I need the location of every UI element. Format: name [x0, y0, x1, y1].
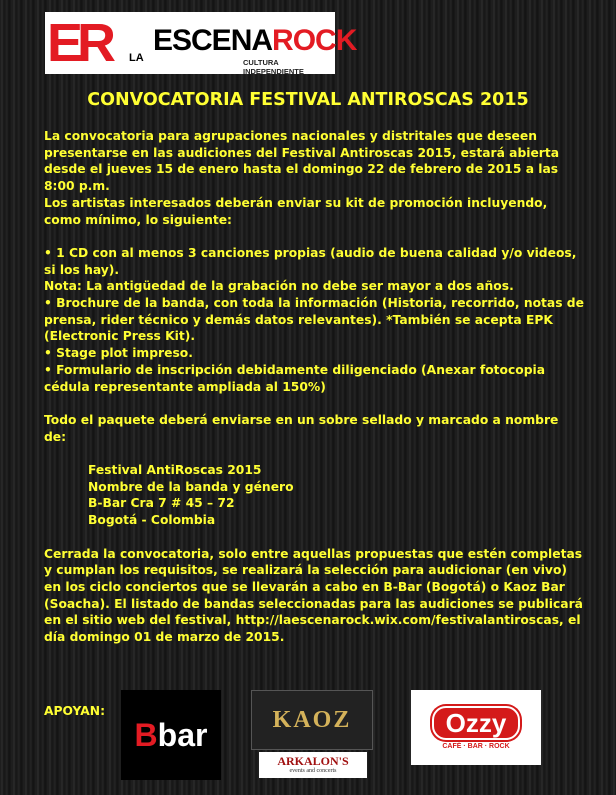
logo-name [153, 24, 356, 58]
bbar-logo [121, 690, 221, 780]
shipping-instructions: Todo el paquete deberá enviarse en un sobre sellado y marcado a nombre de: [44, 412, 559, 444]
sponsors-label: APOYAN: [44, 704, 105, 718]
bbar-logo-b: B [134, 716, 158, 753]
requirement-stage-plot: • Stage plot impreso. [44, 346, 193, 361]
arkalons-sub: events and concerts [289, 768, 337, 774]
logo-name-escena: ESCENA [153, 24, 273, 57]
arkalons-logo [259, 752, 367, 778]
logo-tagline: CULTURA INDEPENDIENTE [243, 58, 304, 76]
address-line-street: B-Bar Cra 7 # 45 – 72 [88, 496, 235, 511]
logo-la: LA [129, 52, 144, 64]
arkalons-name: ARKALON'S [277, 754, 349, 768]
bbar-logo-text: bar [157, 716, 208, 753]
requirement-cd: • 1 CD con al menos 3 canciones propias (audio de buena calidad y/o videos, si los hay). [44, 245, 577, 277]
la-escena-rock-logo [45, 12, 357, 76]
selection-paragraph: Cerrada la convocatoria, solo entre aquellas propuestas que estén completas y cumplan los requisitos, se realizará la selección para audicionar (en vivo) en los ciclo conciertos que se llevarán a cabo en B-Bar (Bogotá) o Kaoz Bar (Soacha). El listado de bandas seleccionadas para las audiciones se publicará en el sitio web del festival, http://laescenarock.wix.com/festivalantiroscas, el día domingo 01 de marzo de 2015. [44, 546, 583, 645]
requirement-form: • Formulario de inscripción debidamente diligenciado (Anexar fotocopia cédula representante ampliada al 150%) [44, 362, 546, 394]
address-line-city: Bogotá - Colombia [88, 513, 216, 528]
ozzy-sub: CAFÉ · BAR · ROCK [442, 742, 510, 750]
ozzy-name: Ozzy [432, 706, 521, 740]
logo-er-mark: ER [47, 13, 111, 73]
address-line-band: Nombre de la banda y género [88, 479, 294, 494]
announcement-body [44, 128, 584, 646]
requirement-brochure: • Brochure de la banda, con toda la información (Historia, recorrido, notas de prensa, rider técnico y demás datos relevantes). *También se acepta EPK (Electronic Press Kit). [44, 296, 584, 344]
ozzy-logo [411, 690, 541, 765]
requirements-intro: Los artistas interesados deberán enviar su kit de promoción incluyendo, como mínimo, lo siguiente: [44, 195, 548, 227]
logo-name-rock: ROCK [272, 24, 357, 57]
address-line-festival: Festival AntiRoscas 2015 [88, 463, 262, 478]
kaoz-logo: KAOZ [251, 690, 373, 750]
intro-paragraph: La convocatoria para agrupaciones nacionales y distritales que deseen presentarse en las audiciones del Festival Antiroscas 2015, estará abierta desde el jueves 15 de enero hasta el domingo 22 de febrero de 2015 a las 8:00 p.m. [44, 129, 560, 194]
requirement-note: Nota: La antigüedad de la grabación no debe ser mayor a dos años. [44, 279, 514, 294]
page-title: CONVOCATORIA FESTIVAL ANTIROSCAS 2015 [87, 90, 529, 110]
